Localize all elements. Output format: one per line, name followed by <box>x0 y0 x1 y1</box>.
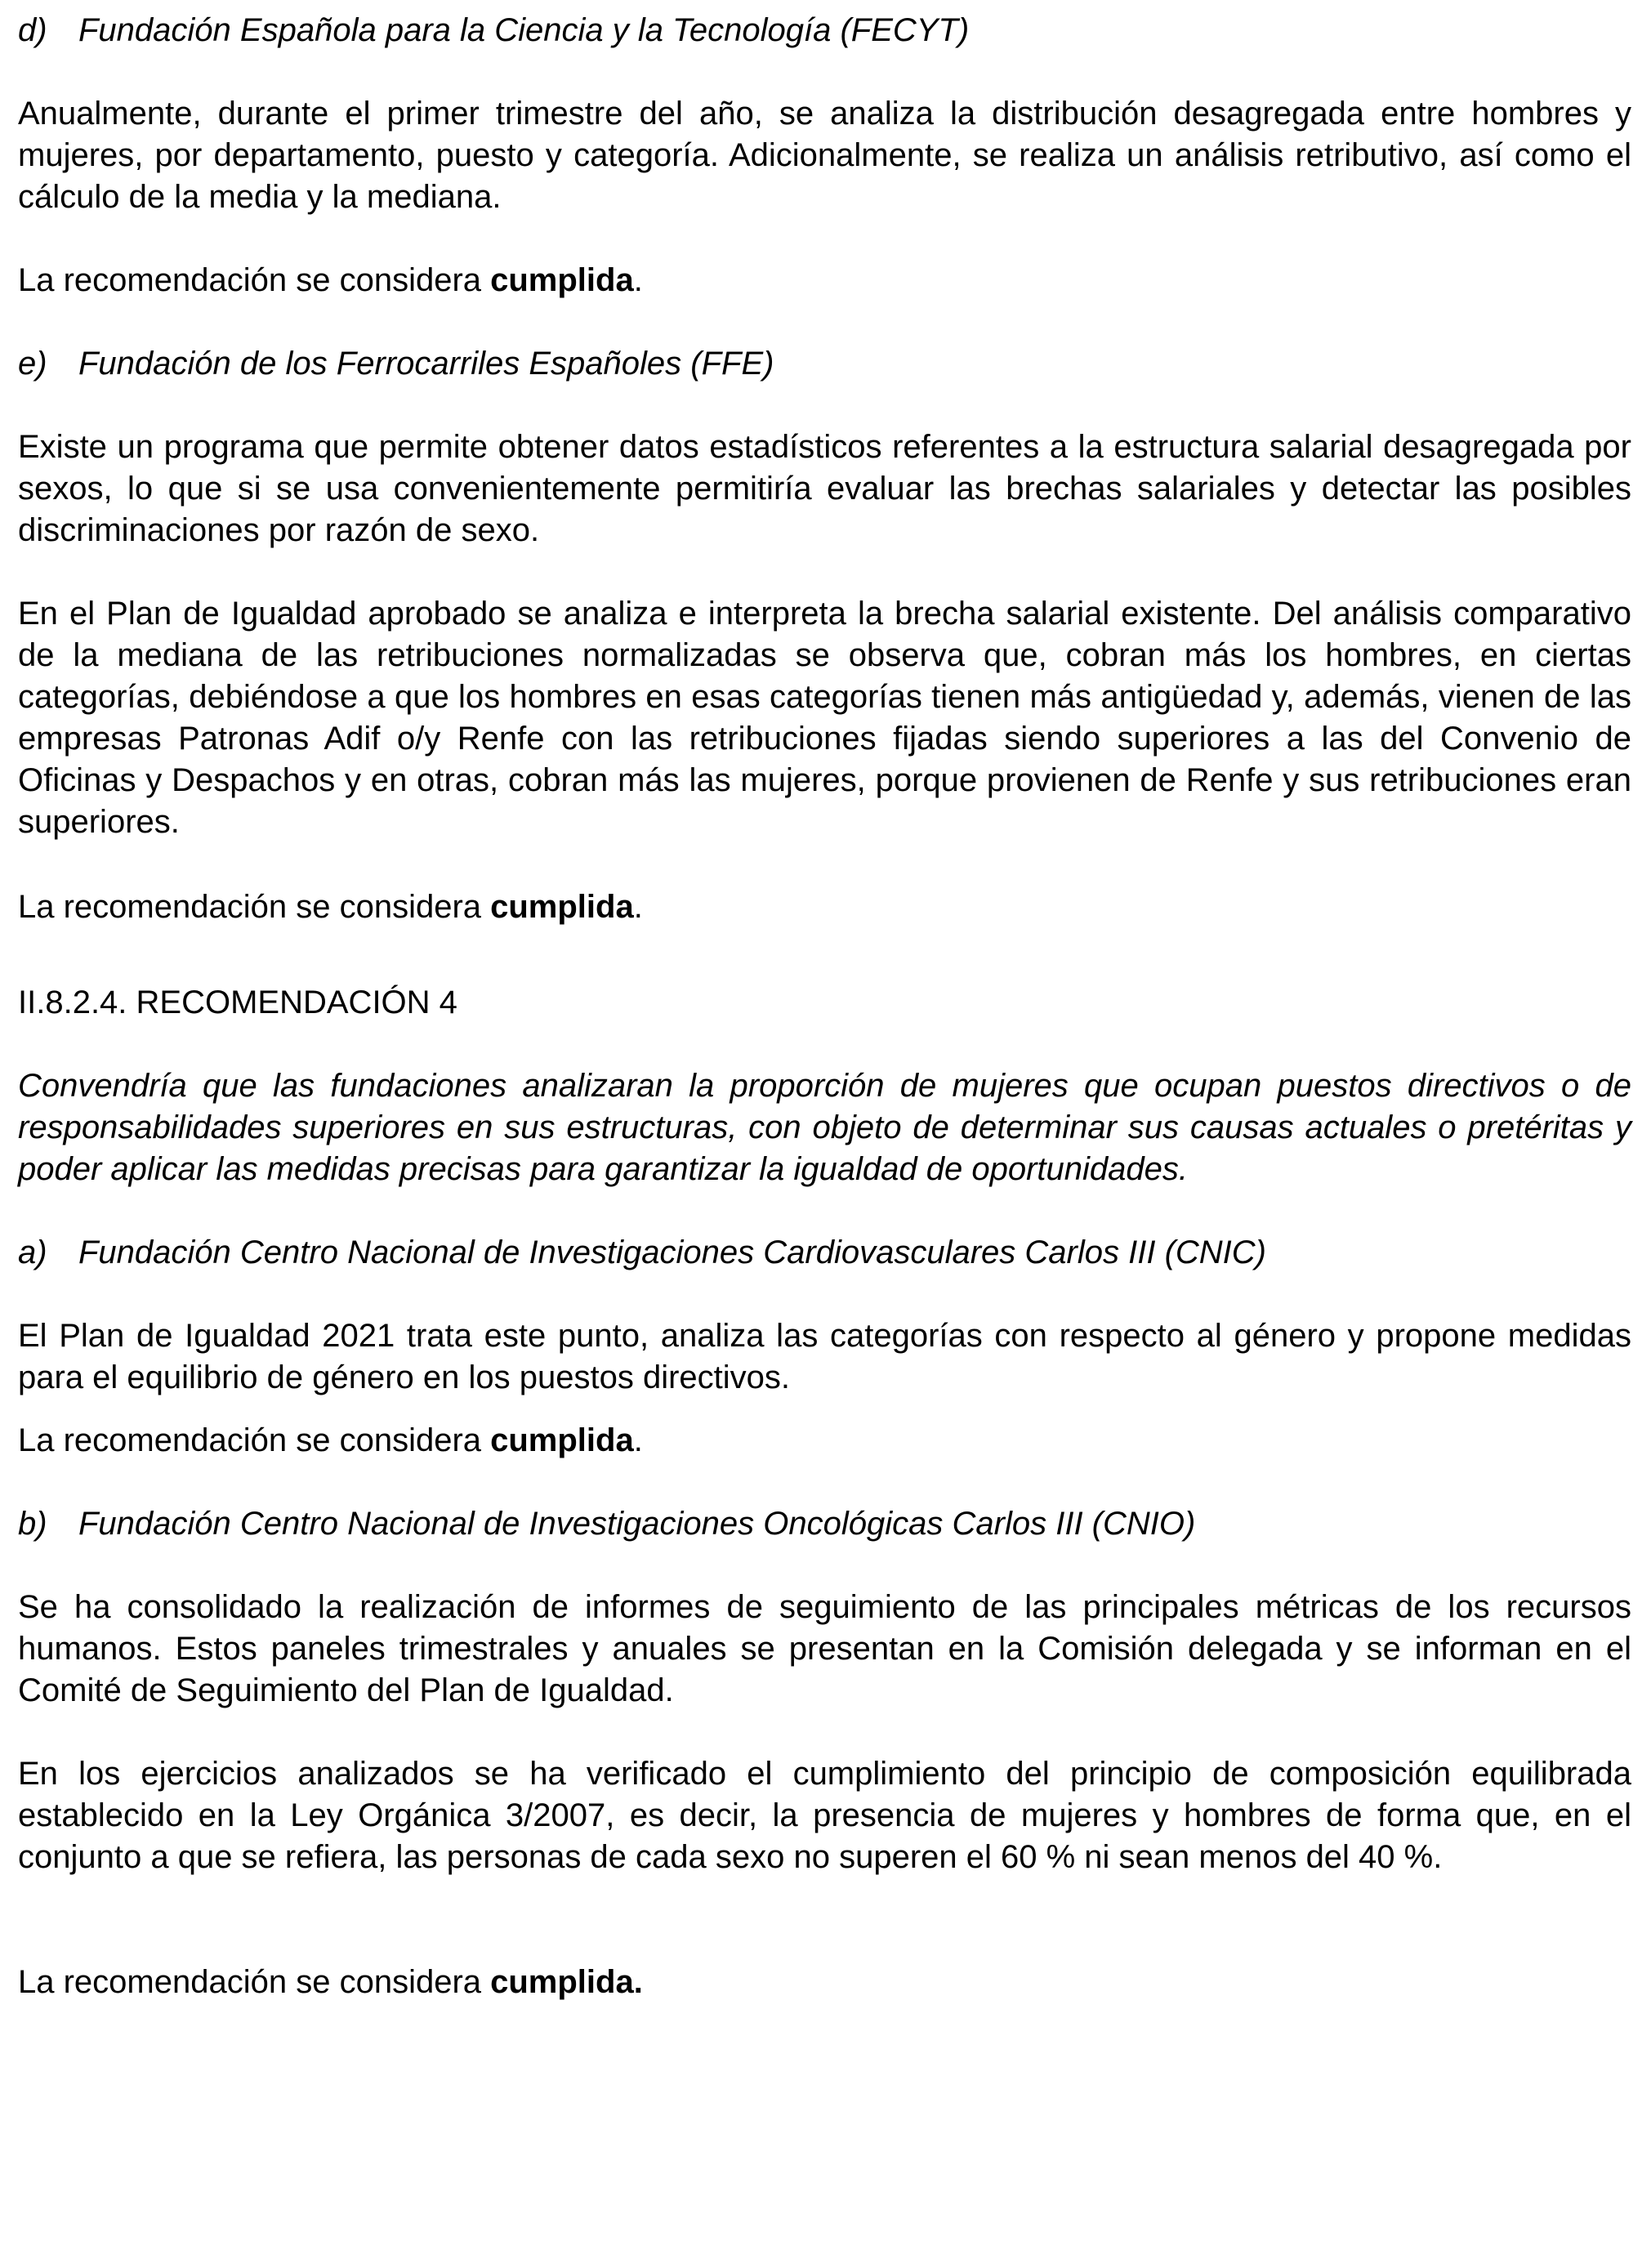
conclusion-cnic <box>18 1420 1631 1462</box>
conclusion-fecyt <box>18 260 1631 301</box>
paragraph-ffe-program: Existe un programa que permite obtener datos estadísticos referentes a la estructura salarial desagregada por sexos, lo que si se usa convenientemente permitiría evaluar las brechas salariales y detectar las posibles discriminaciones por razón de sexo. <box>18 429 1631 548</box>
paragraph-fecyt-analysis: Anualmente, durante el primer trimestre del año, se analiza la distribución desagregada entre hombres y mujeres, por departamento, puesto y categoría. Adicionalmente, se realiza un análisis retributivo, así como el cálculo de la media y la mediana. <box>18 96 1631 215</box>
conclusion-status: cumplida <box>490 1422 634 1458</box>
conclusion-status: cumplida <box>490 262 634 298</box>
conclusion-prefix: La recomendación se considera <box>18 262 491 298</box>
conclusion-prefix: La recomendación se considera <box>18 1964 491 2000</box>
paragraph-cnio-reports: Se ha consolidado la realización de informes de seguimiento de las principales métricas de los recursos humanos. Estos paneles trimestrales y anuales se presentan en la Comisión delegada y se informan en el Comité de Seguimiento del Plan de Igualdad. <box>18 1589 1631 1708</box>
paragraph-cnio-balance: En los ejercicios analizados se ha verificado el cumplimiento del principio de composición equilibrada establecido en la Ley Orgánica 3/2007, es decir, la presencia de mujeres y hombres de forma que, en el conjunto a que se refiera, las personas de cada sexo no superen el 60 % ni sean menos del 40 %. <box>18 1756 1631 1875</box>
item-heading-fecyt <box>18 10 1631 51</box>
recommendation-text: Convendría que las fundaciones analizaran la proporción de mujeres que ocupan puestos directivos o de responsabilidades superiores en sus estructuras, con objeto de determinar sus causas actuales o pretéritas y poder aplicar las medidas precisas para garantizar la igualdad de oportunidades. <box>18 1068 1631 1187</box>
conclusion-status: cumplida. <box>490 1964 643 2000</box>
item-letter: d) <box>18 12 47 48</box>
conclusion-prefix: La recomendación se considera <box>18 889 491 925</box>
item-heading-ffe <box>18 343 1631 385</box>
paragraph-ffe-plan: En el Plan de Igualdad aprobado se analiza e interpreta la brecha salarial existente. Del análisis comparativo de la mediana de las retribuciones normalizadas se observa que, cobran más los hombres, en ciertas categorías, debiéndose a que los hombres en esas categorías tienen más antigüedad y, además, vienen de las empresas Patronas Adif o/y Renfe con las retribuciones fijadas siendo superiores a las del Convenio de Oficinas y Despachos y en otras, cobran más las mujeres, porque provienen de Renfe y sus retribuciones eran superiores. <box>18 596 1631 840</box>
item-title: Fundación Española para la Ciencia y la Tecnología (FECYT) <box>78 12 970 48</box>
conclusion-suffix: . <box>633 262 643 298</box>
item-heading-cnio <box>18 1503 1631 1545</box>
item-title: Fundación Centro Nacional de Investigaciones Oncológicas Carlos III (CNIO) <box>78 1506 1196 1542</box>
conclusion-cnio <box>18 1962 1631 2003</box>
conclusion-suffix: . <box>633 889 643 925</box>
conclusion-ffe <box>18 886 1631 928</box>
item-title: Fundación de los Ferrocarriles Españoles (FFE) <box>78 346 774 382</box>
conclusion-prefix: La recomendación se considera <box>18 1422 491 1458</box>
item-letter: b) <box>18 1506 47 1542</box>
item-letter: a) <box>18 1234 47 1270</box>
section-heading: II.8.2.4. RECOMENDACIÓN 4 <box>18 984 457 1020</box>
paragraph-cnic-plan: El Plan de Igualdad 2021 trata este punto, analiza las categorías con respecto al género y propone medidas para el equilibrio de género en los puestos directivos. <box>18 1318 1631 1395</box>
item-heading-cnic <box>18 1232 1631 1274</box>
item-title: Fundación Centro Nacional de Investigaciones Cardiovasculares Carlos III (CNIC) <box>78 1234 1266 1270</box>
item-letter: e) <box>18 346 47 382</box>
conclusion-suffix: . <box>633 1422 643 1458</box>
conclusion-status: cumplida <box>490 889 634 925</box>
